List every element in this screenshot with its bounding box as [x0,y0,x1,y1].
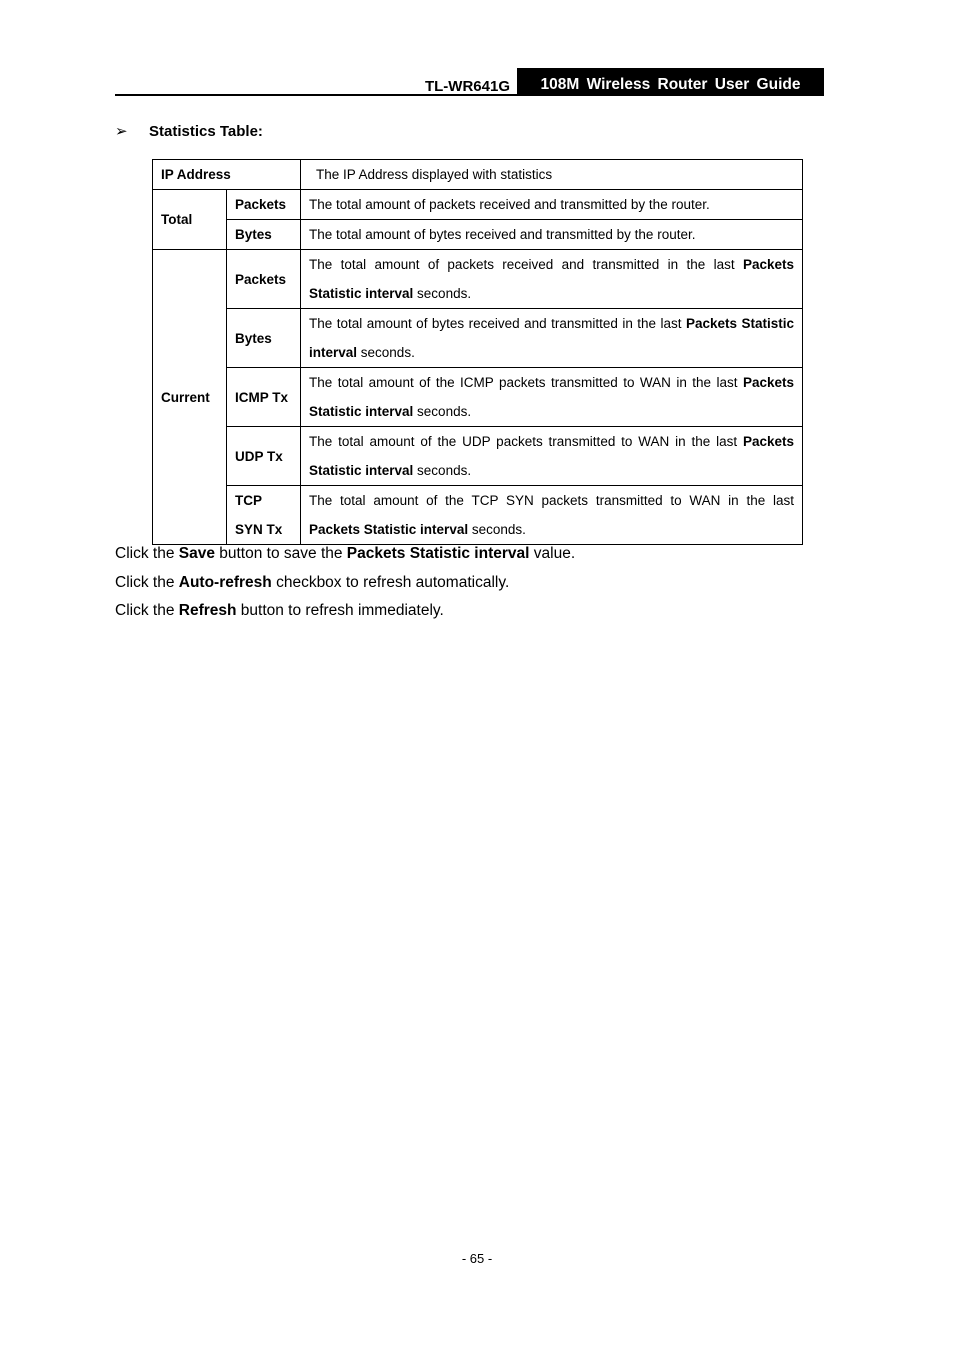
table-row [153,190,803,220]
arrow-bullet-icon: ➢ [115,123,128,140]
table-row [153,368,803,427]
page-number: - 65 - [461,1251,493,1266]
row-desc-current-packets: The total amount of packets received and transmitted in the last Packets Statistic interval seconds. [301,250,803,309]
table-row [153,427,803,486]
row-desc-ip-address: The IP Address displayed with statistics [301,160,803,190]
section-title: Statistics Table: [149,123,263,140]
table-row [153,160,803,190]
row-label-udp-tx: UDP Tx [227,427,301,486]
table-row [153,486,803,545]
row-label-total-bytes: Bytes [227,220,301,250]
section-heading [115,122,263,140]
model-name: TL-WR641G [424,78,510,95]
group-label-current: Current [153,250,227,545]
row-label-current-packets: Packets [227,250,301,309]
auto-refresh-instruction: Click the Auto-refresh checkbox to refresh automatically. [115,574,510,591]
table-row [153,220,803,250]
row-label-ip-address: IP Address [153,160,301,190]
row-desc-current-bytes: The total amount of bytes received and transmitted in the last Packets Statistic interval seconds. [301,309,803,368]
page-header [115,68,824,96]
row-desc-tcp-syn-tx: The total amount of the TCP SYN packets transmitted to WAN in the last Packets Statistic interval seconds. [301,486,803,545]
row-label-tcp-syn-tx: TCP SYN Tx [227,486,301,545]
row-desc-icmp-tx: The total amount of the ICMP packets transmitted to WAN in the last Packets Statistic interval seconds. [301,368,803,427]
row-desc-total-packets: The total amount of packets received and transmitted by the router. [301,190,803,220]
table-row [153,309,803,368]
refresh-instruction: Click the Refresh button to refresh immediately. [115,602,444,619]
row-desc-total-bytes: The total amount of bytes received and transmitted by the router. [301,220,803,250]
save-instruction: Click the Save button to save the Packets Statistic interval value. [115,545,576,562]
row-label-total-packets: Packets [227,190,301,220]
row-desc-udp-tx: The total amount of the UDP packets transmitted to WAN in the last Packets Statistic interval seconds. [301,427,803,486]
guide-title: 108M Wireless Router User Guide [517,68,824,94]
row-label-current-bytes: Bytes [227,309,301,368]
table-row [153,250,803,309]
row-label-icmp-tx: ICMP Tx [227,368,301,427]
statistics-table [152,159,803,545]
group-label-total: Total [153,190,227,250]
